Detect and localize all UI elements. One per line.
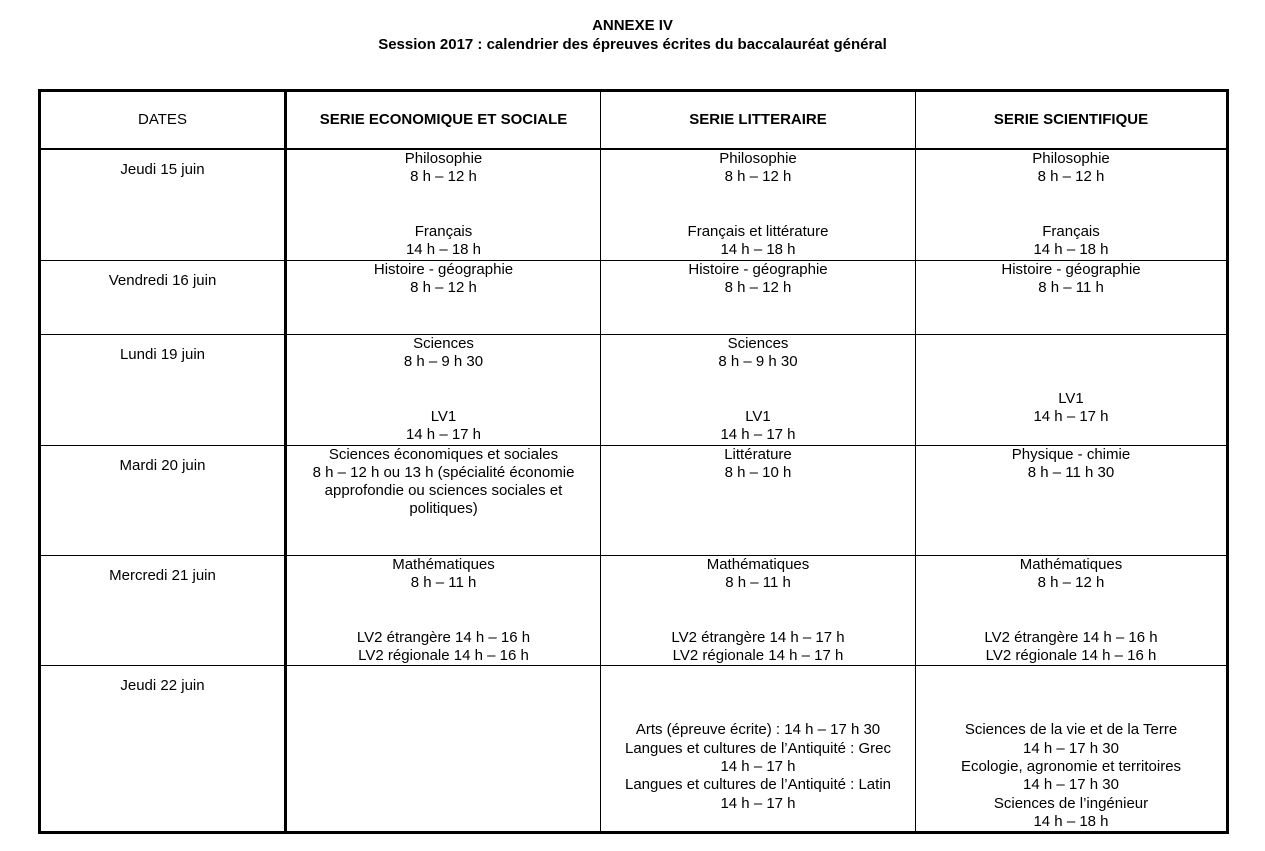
exam-title: Langues et cultures de l’Antiquité : Latin (624, 776, 891, 794)
column-header-dates: DATES (40, 91, 286, 150)
exam-time: 14 h – 18 h (1033, 812, 1109, 830)
exam-title: Histoire - géographie (1001, 260, 1141, 278)
document-header (0, 16, 1265, 54)
exam-cell-l (601, 334, 916, 445)
date-cell: Mercredi 21 juin (40, 555, 286, 666)
exam-time: 14 h – 17 h (720, 757, 796, 775)
exam-time: LV2 régionale 14 h – 17 h (672, 647, 844, 665)
exam-time: 14 h – 17 h (720, 794, 796, 812)
column-header-serie-l: SERIE LITTERAIRE (601, 91, 916, 150)
exam-time: 8 h – 12 h (410, 279, 477, 297)
exam-time: 8 h – 12 h (724, 168, 792, 186)
exam-title: Français et littérature (687, 223, 829, 241)
column-header-serie-s: SERIE SCIENTIFIQUE (916, 91, 1228, 150)
exam-time: 8 h – 12 h (724, 279, 792, 297)
table-row (40, 555, 1228, 666)
annex-title: ANNEXE IV (592, 17, 673, 34)
exam-cell-es (286, 555, 601, 666)
exam-cell-l (601, 666, 916, 833)
exam-time: 8 h – 12 h (1037, 168, 1105, 186)
exam-cell-s (916, 555, 1228, 666)
exam-title: Sciences de l’ingénieur (993, 794, 1149, 812)
exam-cell-s (916, 149, 1228, 260)
exam-cell-s (916, 260, 1228, 334)
exam-title: Mathématiques (392, 555, 495, 573)
exam-schedule-table (38, 89, 1229, 834)
exam-cell-l (601, 445, 916, 555)
table-row (40, 149, 1228, 260)
date-cell: Mardi 20 juin (40, 445, 286, 555)
table-row (40, 666, 1228, 833)
exam-cell-es (286, 666, 601, 833)
exam-time: 14 h – 17 h (720, 426, 796, 444)
column-header-serie-es: SERIE ECONOMIQUE ET SOCIALE (286, 91, 601, 150)
exam-cell-es (286, 334, 601, 445)
exam-time: 8 h – 11 h (1038, 279, 1104, 297)
exam-title: LV1 (430, 407, 457, 425)
exam-time: 14 h – 17 h (405, 426, 482, 444)
exam-time: 8 h – 11 h (725, 573, 791, 591)
exam-title: LV2 étrangère 14 h – 16 h (984, 628, 1158, 646)
exam-title: Ecologie, agronomie et territoires (960, 757, 1182, 775)
exam-cell-s (916, 445, 1228, 555)
exam-time: 14 h – 17 h (1033, 408, 1109, 426)
exam-time: 8 h – 10 h (724, 463, 792, 481)
exam-cell-s (916, 666, 1228, 833)
exam-title: Arts (épreuve écrite) : 14 h – 17 h 30 (635, 721, 881, 739)
exam-title: Sciences économiques et sociales (328, 445, 559, 463)
exam-title: Histoire - géographie (688, 260, 828, 278)
exam-title: Mathématiques (706, 555, 810, 573)
exam-cell-es (286, 260, 601, 334)
exam-time: 14 h – 18 h (405, 241, 482, 259)
exam-title: LV2 étrangère 14 h – 16 h (356, 628, 531, 646)
table-row (40, 260, 1228, 334)
exam-time: 8 h – 11 h (410, 573, 477, 591)
exam-cell-l (601, 555, 916, 666)
exam-cell-es (286, 149, 601, 260)
exam-time: 14 h – 18 h (1033, 241, 1109, 259)
exam-title: Sciences de la vie et de la Terre (964, 721, 1178, 739)
exam-title: Physique - chimie (1011, 445, 1131, 463)
table-row (40, 445, 1228, 555)
exam-time: 14 h – 17 h 30 (1023, 776, 1119, 794)
exam-cell-es (286, 445, 601, 555)
exam-cell-l (601, 260, 916, 334)
date-cell: Vendredi 16 juin (40, 260, 286, 334)
exam-title: Langues et cultures de l’Antiquité : Grec (625, 739, 891, 757)
exam-title: Sciences (413, 334, 474, 352)
exam-title: Mathématiques (1019, 555, 1123, 573)
exam-title: Français (414, 223, 473, 241)
exam-cell-s (916, 334, 1228, 445)
exam-time: LV2 régionale 14 h – 16 h (985, 647, 1157, 665)
exam-title: Français (1042, 223, 1100, 241)
exam-time: 8 h – 9 h 30 (403, 353, 484, 371)
exam-title: LV2 étrangère 14 h – 17 h (671, 628, 845, 646)
exam-title: Philosophie (404, 150, 483, 167)
header-row (40, 91, 1228, 150)
exam-title: Philosophie (719, 150, 797, 167)
exam-title: Sciences (727, 334, 789, 352)
exam-title: LV1 (1058, 389, 1084, 407)
exam-time: 8 h – 12 h ou 13 h (spécialité économie approfondie ou sciences sociales et politiques) (312, 463, 575, 518)
exam-time: 8 h – 12 h (410, 168, 477, 186)
exam-time: 14 h – 18 h (720, 241, 796, 259)
exam-time: 8 h – 12 h (1037, 573, 1105, 591)
exam-title: Littérature (724, 445, 792, 463)
exam-time: LV2 régionale 14 h – 16 h (358, 647, 529, 665)
exam-title: Histoire - géographie (373, 260, 514, 278)
exam-title: Philosophie (1032, 150, 1110, 167)
exam-time: 8 h – 9 h 30 (718, 353, 798, 371)
date-cell: Jeudi 15 juin (40, 149, 286, 260)
exam-cell-l (601, 149, 916, 260)
date-cell: Lundi 19 juin (40, 334, 286, 445)
exam-title: LV1 (745, 407, 771, 425)
session-title: Session 2017 : calendrier des épreuves écrites du baccalauréat général (378, 36, 887, 53)
exam-time: 14 h – 17 h 30 (1023, 739, 1119, 757)
table-row (40, 334, 1228, 445)
exam-time: 8 h – 11 h 30 (1027, 463, 1115, 481)
date-cell: Jeudi 22 juin (40, 666, 286, 833)
